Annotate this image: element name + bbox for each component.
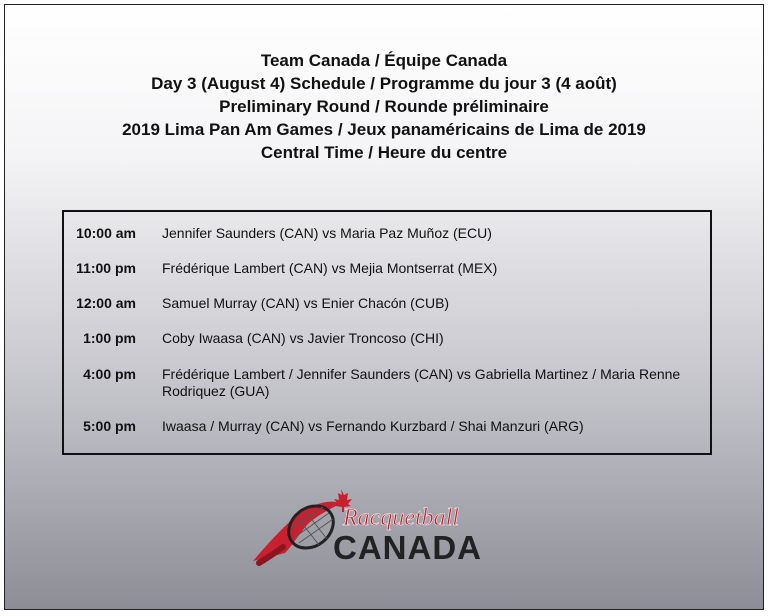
match-description: Coby Iwaasa (CAN) vs Javier Troncoso (CHI) <box>162 330 444 346</box>
header-timezone: Central Time / Heure du centre <box>260 143 508 162</box>
match-time: 5:00 pm <box>83 418 136 434</box>
match-description: Iwaasa / Murray (CAN) vs Fernando Kurzbard / Shai Manzuri (ARG) <box>162 418 584 434</box>
match-description: Frédérique Lambert / Jennifer Saunders (CAN) vs Gabriella Martinez / Maria Renne Rodriquez (GUA) <box>162 366 681 399</box>
maple-leaf-racquet-icon <box>245 487 535 567</box>
schedule-card <box>4 4 764 610</box>
logo-wordmark-top: Racquetball <box>343 505 459 531</box>
header-title: Team Canada / Équipe Canada <box>260 51 508 70</box>
match-time: 11:00 pm <box>76 260 136 276</box>
schedule-table <box>62 210 712 455</box>
header-day: Day 3 (August 4) Schedule / Programme du jour 3 (4 août) <box>151 74 617 93</box>
match-time: 4:00 pm <box>83 366 136 382</box>
logo-wordmark-bottom: CANADA <box>333 529 482 566</box>
racquetball-canada-logo <box>245 487 535 567</box>
header-event: 2019 Lima Pan Am Games / Jeux panaméricains de Lima de 2019 <box>122 120 646 139</box>
match-description: Frédérique Lambert (CAN) vs Mejia Montserrat (MEX) <box>162 260 498 276</box>
match-description: Jennifer Saunders (CAN) vs Maria Paz Muñoz (ECU) <box>162 225 492 241</box>
header-round: Preliminary Round / Rounde préliminaire <box>219 97 549 116</box>
match-description: Samuel Murray (CAN) vs Enier Chacón (CUB) <box>162 295 450 311</box>
match-time: 12:00 am <box>76 295 136 311</box>
schedule-header <box>5 49 763 164</box>
match-time: 10:00 am <box>76 225 136 241</box>
match-time: 1:00 pm <box>83 330 136 346</box>
